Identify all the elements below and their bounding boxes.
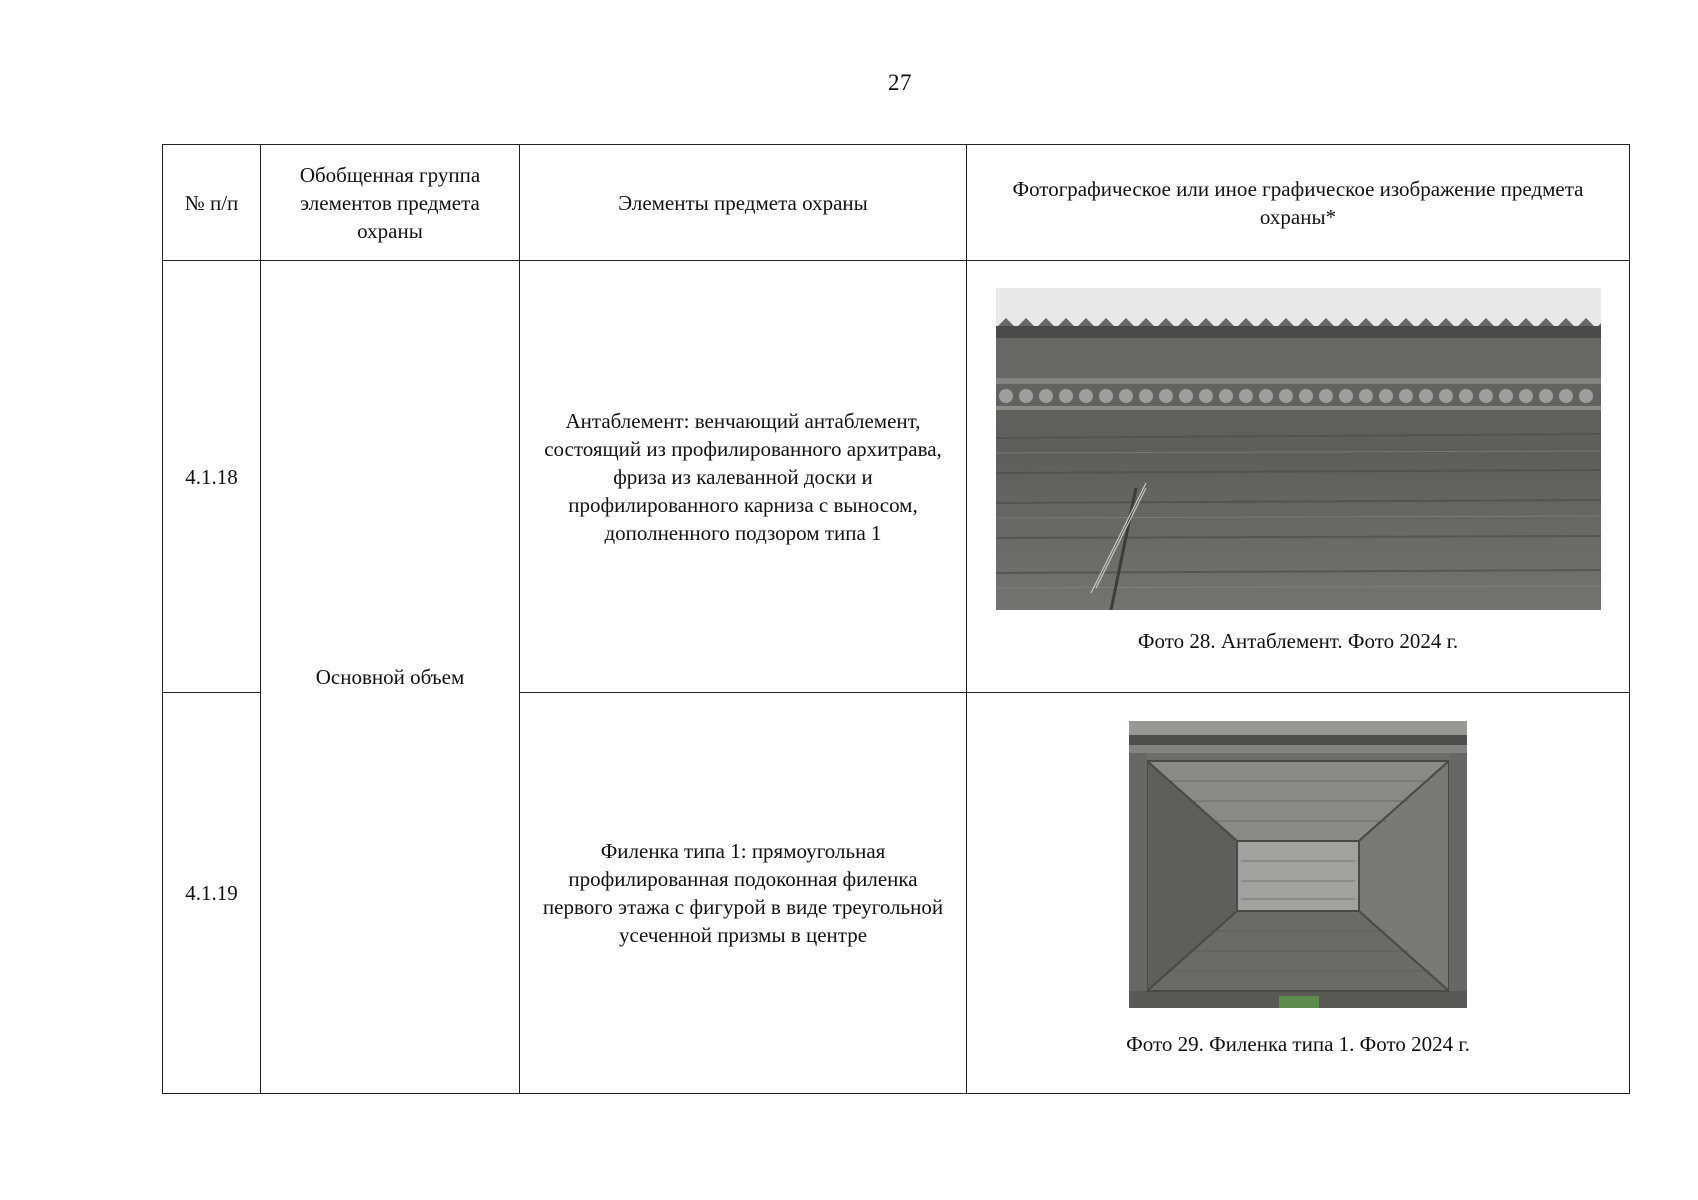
row-number: 4.1.19 bbox=[163, 693, 261, 1094]
table-header-row bbox=[163, 145, 1630, 261]
panel-photo-icon bbox=[967, 721, 1629, 1008]
photo-caption: Фото 28. Антаблемент. Фото 2024 г. bbox=[1137, 629, 1459, 653]
entablature-photo-icon bbox=[967, 288, 1629, 610]
page-number: 27 bbox=[888, 70, 912, 95]
photo-cell bbox=[967, 693, 1630, 1094]
photo-cell bbox=[967, 261, 1630, 693]
element-description: Филенка типа 1: прямоугольная профилированная подоконная филенка первого этажа с фигурой в виде треугольной усеченной призмы в центре bbox=[520, 693, 967, 1094]
protection-table bbox=[162, 144, 1630, 1094]
header-image: Фотографическое или иное графическое изображение предмета охраны* bbox=[967, 145, 1630, 261]
header-elements: Элементы предмета охраны bbox=[520, 145, 967, 261]
photo-caption: Фото 29. Филенка типа 1. Фото 2024 г. bbox=[1126, 1032, 1470, 1056]
table-row bbox=[163, 261, 1630, 693]
group-cell: Основной объем bbox=[261, 261, 520, 1094]
element-description: Антаблемент: венчающий антаблемент, состоящий из профилированного архитрава, фриза из калеванной доски и профилированного карниза с выносом, дополненного подзором типа 1 bbox=[520, 261, 967, 693]
row-number: 4.1.18 bbox=[163, 261, 261, 693]
header-num: № п/п bbox=[163, 145, 261, 261]
header-group: Обобщенная группа элементов предмета охраны bbox=[261, 145, 520, 261]
